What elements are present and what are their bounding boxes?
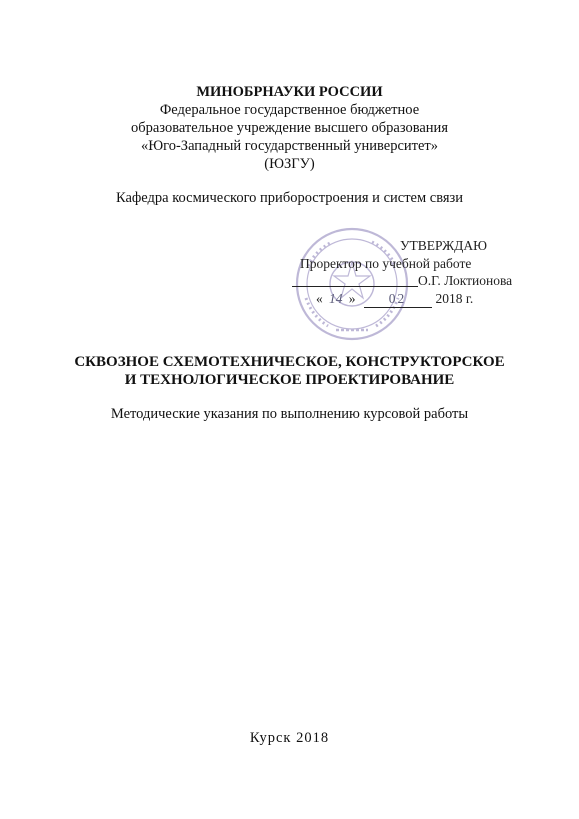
organization-line-3: «Юго-Западный государственный университет» [140,138,439,154]
date-year: 2018 г. [435,291,474,306]
approval-block [286,226,516,344]
date-close-quote: » [348,291,356,306]
signature-line [292,286,418,287]
city-year: Курск 2018 [249,730,330,746]
organization-line-1: Федеральное государственное бюджетное [159,102,420,118]
approver-name: О.Г. Локтионова [418,273,513,288]
date-open-quote: « [316,291,323,306]
date-day: 14 [329,291,343,306]
approval-heading: УТВЕРЖДАЮ [400,238,488,253]
organization-line-2: образовательное учреждение высшего образования [130,120,448,136]
department-name: Кафедра космического приборостроения и систем связи [115,190,464,206]
document-subtitle: Методические указания по выполнению курсовой работы [110,406,469,422]
ministry-name: МИНОБРНАУКИ РОССИИ [196,84,383,100]
document-title-line-2: И ТЕХНОЛОГИЧЕСКОЕ ПРОЕКТИРОВАНИЕ [124,372,455,388]
date-month: 02 [364,291,432,308]
document-title-line-1: СКВОЗНОЕ СХЕМОТЕХНИЧЕСКОЕ, КОНСТРУКТОРСКОЕ [74,354,505,370]
approver-role: Проректор по учебной работе [300,256,472,271]
approval-date [316,291,473,308]
organization-abbreviation: (ЮЗГУ) [264,156,315,172]
